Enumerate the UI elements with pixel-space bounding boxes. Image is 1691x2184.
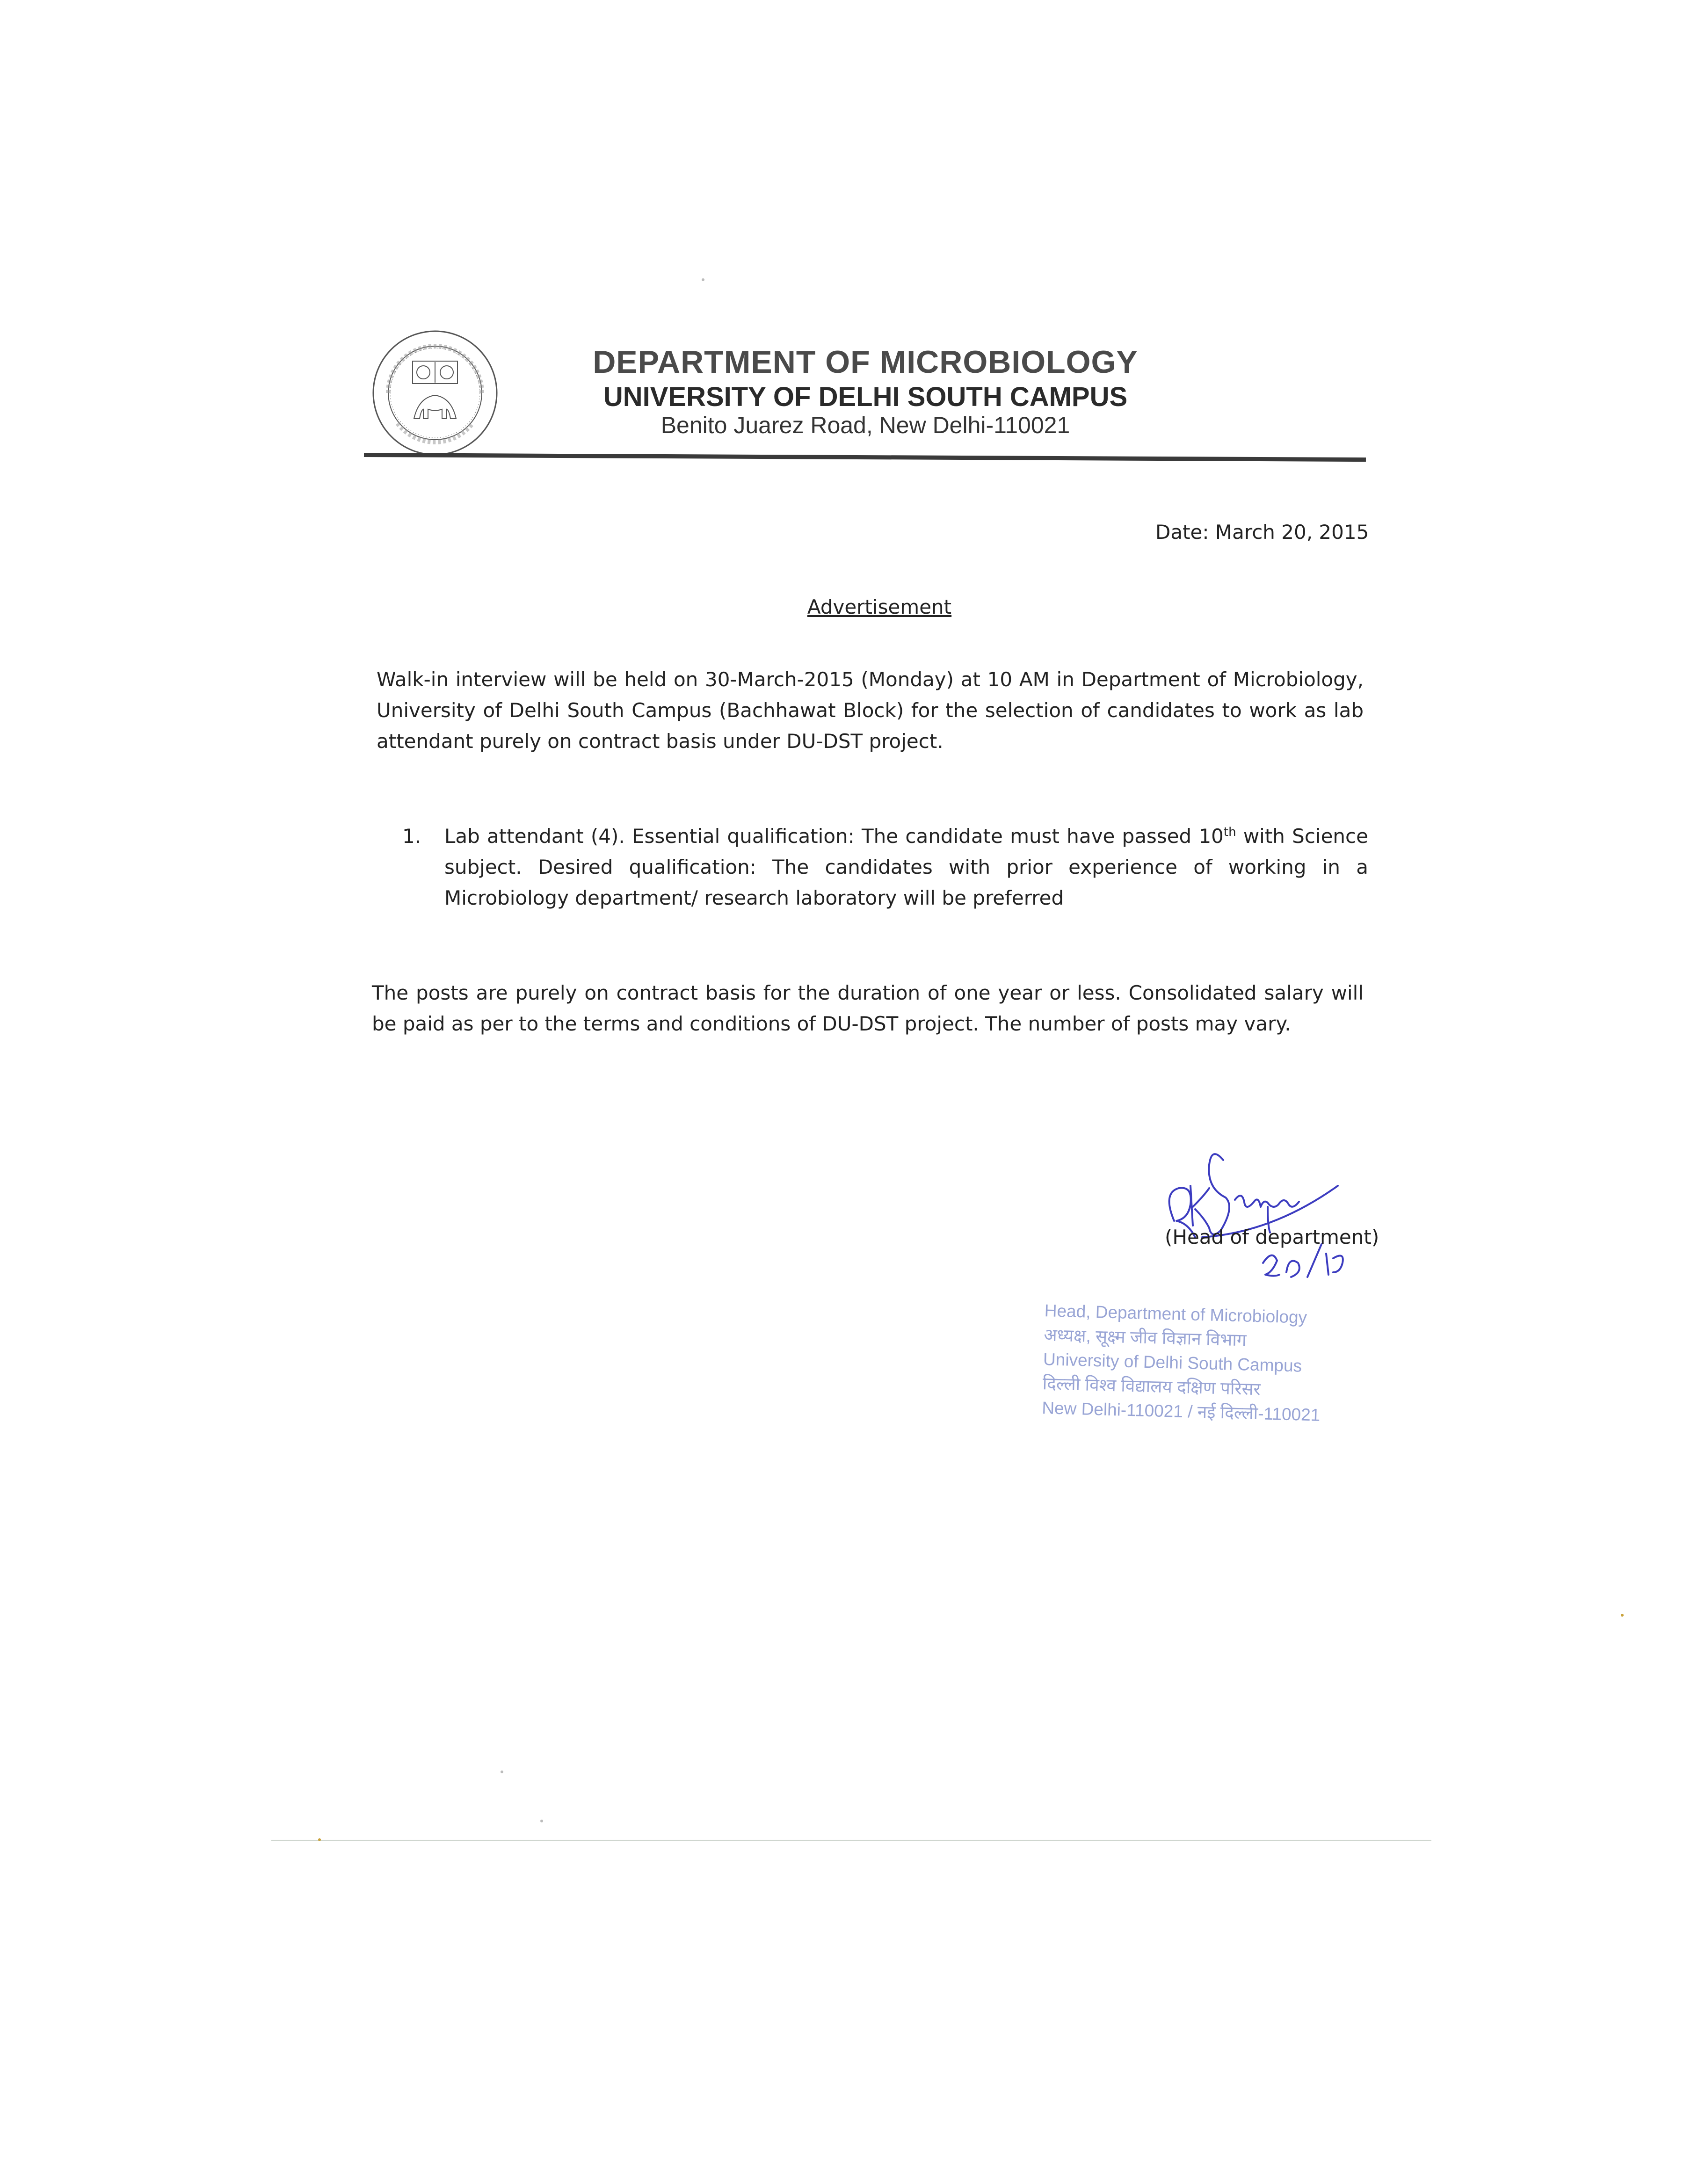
handwritten-signature bbox=[1146, 1141, 1408, 1300]
list-item bbox=[444, 821, 1368, 914]
scan-speck bbox=[540, 1820, 543, 1822]
scan-speck bbox=[501, 1770, 503, 1773]
university-name: UNIVERSITY OF DELHI SOUTH CAMPUS bbox=[603, 382, 1128, 412]
positions-list bbox=[402, 821, 1368, 914]
stamp-line: New Delhi-110021 / नई दिल्ली-110021 bbox=[1041, 1398, 1321, 1425]
ordinal-suffix: th bbox=[1223, 825, 1236, 839]
document-heading: Advertisement bbox=[807, 595, 952, 618]
scan-speck bbox=[1621, 1614, 1624, 1617]
stamp-line: दिल्ली विश्व विद्यालय दक्षिण परिसर bbox=[1042, 1374, 1261, 1399]
address-line: Benito Juarez Road, New Delhi-110021 bbox=[660, 412, 1070, 438]
signatory-designation: (Head of department) bbox=[1165, 1226, 1379, 1248]
list-item-text-cont: with Science subject. Desired qualification: The candidates with prior experience of working in a Microbiology department/ research laboratory will be preferred bbox=[444, 825, 1368, 909]
stamp-line: अध्यक्ष, सूक्ष्म जीव विज्ञान विभाग bbox=[1043, 1325, 1247, 1350]
list-item-number: 1. bbox=[402, 825, 421, 848]
scan-speck bbox=[702, 278, 704, 281]
stamp-line: University of Delhi South Campus bbox=[1043, 1350, 1302, 1376]
terms-paragraph: The posts are purely on contract basis for the duration of one year or less. Consolidated salary will be paid as per to the terms and conditions of DU-DST project. The number of posts may vary. bbox=[372, 981, 1364, 1035]
scan-speck bbox=[318, 1838, 321, 1841]
department-title: DEPARTMENT OF MICROBIOLOGY bbox=[593, 344, 1138, 380]
list-item-text: Lab attendant (4). Essential qualification: The candidate must have passed 10 bbox=[444, 825, 1224, 848]
page-bottom-line bbox=[271, 1840, 1431, 1841]
official-stamp bbox=[1042, 1299, 1363, 1429]
header-divider bbox=[364, 453, 1366, 462]
document-date: Date: March 20, 2015 bbox=[1155, 521, 1369, 544]
intro-paragraph: Walk-in interview will be held on 30-March-2015 (Monday) at 10 AM in Department of Microbiology, University of Delhi South Campus (Bachhawat Block) for the selection of candidates to work as lab attendant purely on contract basis under DU-DST project. bbox=[377, 668, 1364, 753]
stamp-line: Head, Department of Microbiology bbox=[1044, 1301, 1307, 1327]
university-seal-logo bbox=[370, 327, 501, 458]
